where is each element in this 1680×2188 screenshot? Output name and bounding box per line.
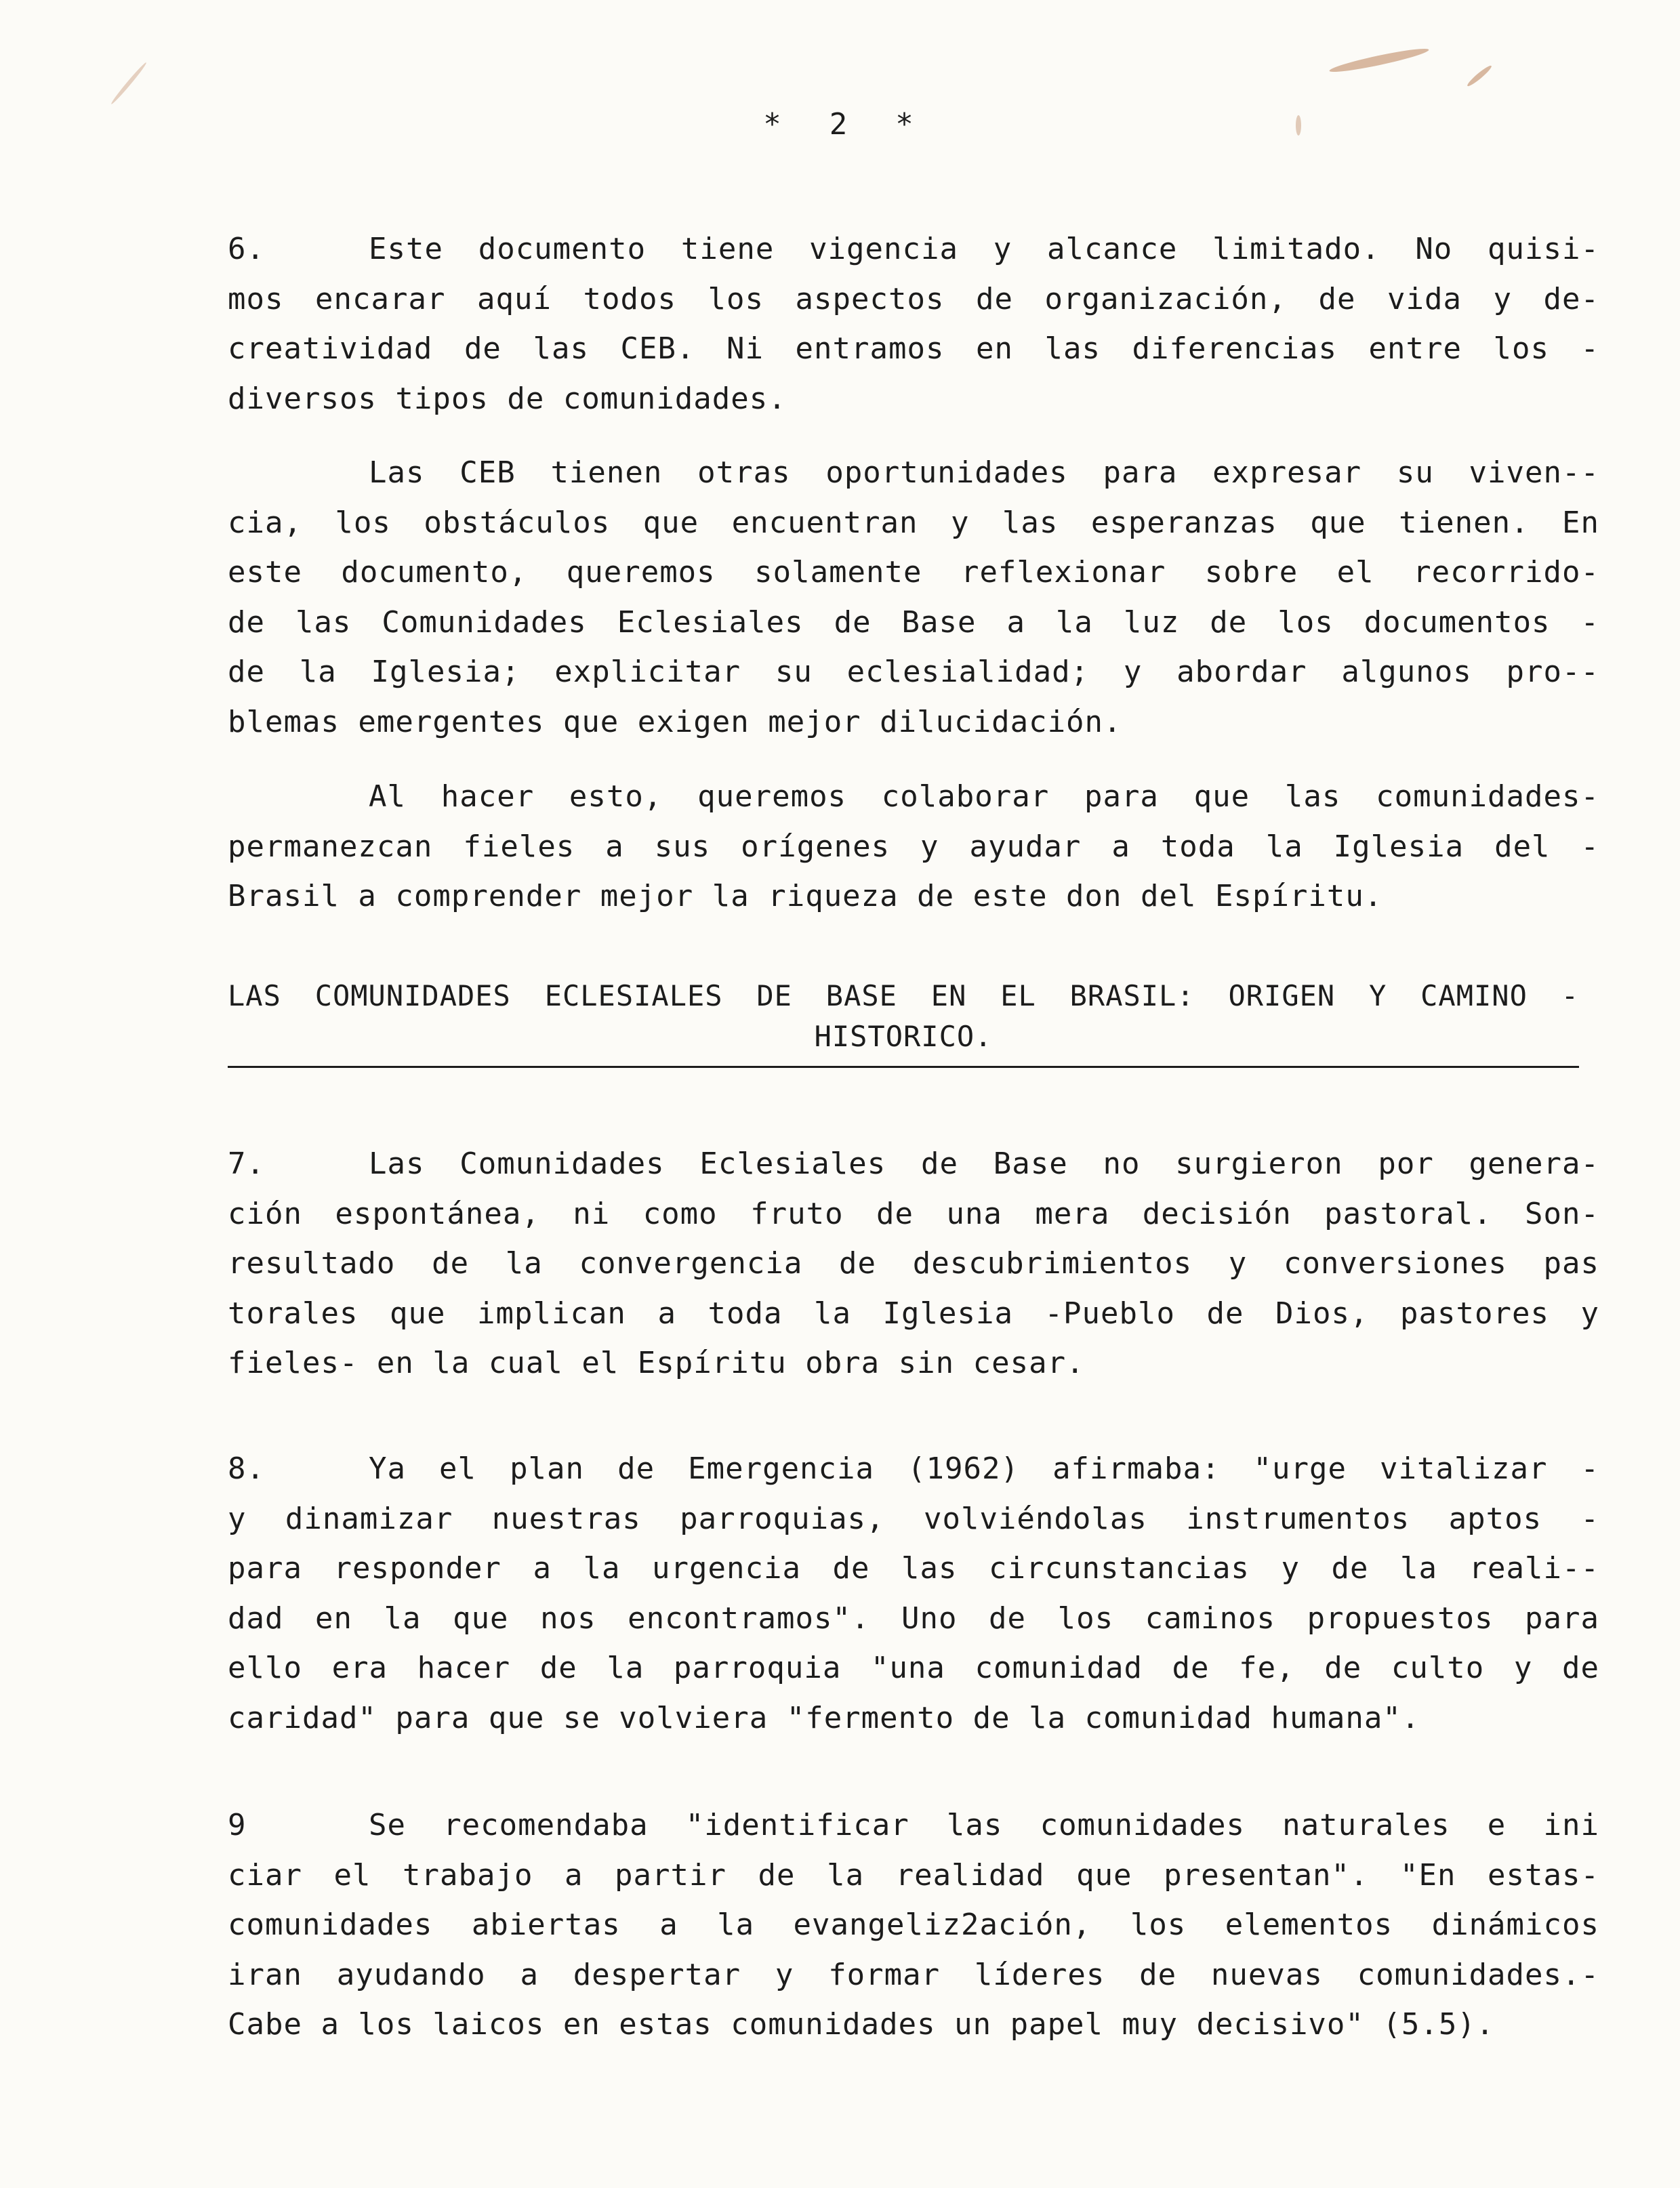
- text-line: cia, los obstáculos que encuentran y las esperanzas que tienen. En: [228, 505, 1599, 540]
- text-line: Cabe a los laicos en estas comunidades un papel muy decisivo" (5.5).: [228, 2007, 1495, 2042]
- paper-stain-mid-right: [1296, 115, 1301, 136]
- line-text: Las Comunidades Eclesiales de Base no surgieron por genera-: [369, 1147, 1599, 1181]
- line-text: Se recomendaba "identificar las comunidades naturales e ini: [369, 1808, 1599, 1842]
- text-line: [228, 1139, 1599, 1189]
- text-line: mos encarar aquí todos los aspectos de organización, de vida y de-: [228, 281, 1599, 316]
- paper-stain-top-left: [110, 61, 148, 105]
- paragraph-7: [228, 1139, 1599, 1388]
- paragraph-8: [228, 1444, 1599, 1743]
- text-line: dad en la que nos encontramos". Uno de los caminos propuestos para: [228, 1601, 1599, 1636]
- text-line: Brasil a comprender mejor la riqueza de este don del Espíritu.: [228, 879, 1383, 913]
- text-line: ciar el trabajo a partir de la realidad que presentan". "En estas-: [228, 1857, 1599, 1893]
- paragraph-number: 8.: [228, 1451, 265, 1486]
- paper-stain-top-right: [1328, 45, 1430, 76]
- text-line: Las CEB tienen otras oportunidades para expresar su viven--: [369, 455, 1599, 490]
- paper-stain-top-right-small: [1466, 64, 1493, 88]
- paragraph-9: [228, 1800, 1599, 2050]
- text-line: diversos tipos de comunidades.: [228, 381, 787, 416]
- heading-line: HISTORICO.: [814, 1020, 993, 1053]
- paragraph-6: [228, 224, 1599, 424]
- line-text: Ya el plan de Emergencia (1962) afirmaba: "urge vitalizar -: [369, 1451, 1599, 1486]
- text-line: blemas emergentes que exigen mejor dilucidación.: [228, 704, 1122, 739]
- text-line: [228, 1444, 1599, 1494]
- text-line: permanezcan fieles a sus orígenes y ayudar a toda la Iglesia del -: [228, 829, 1599, 864]
- text-line: caridad" para que se volviera "fermento de la comunidad humana".: [228, 1700, 1420, 1735]
- text-line: iran ayudando a despertar y formar líderes de nuevas comunidades.-: [228, 1957, 1599, 1992]
- text-line: resultado de la convergencia de descubrimientos y conversiones pas: [228, 1246, 1599, 1281]
- heading-line: LAS COMUNIDADES ECLESIALES DE BASE EN EL BRASIL: ORIGEN Y CAMINO -: [228, 979, 1579, 1012]
- text-line: de las Comunidades Eclesiales de Base a la luz de los documentos -: [228, 604, 1599, 640]
- text-line: para responder a la urgencia de las circunstancias y de la reali--: [228, 1551, 1599, 1586]
- line-text: Este documento tiene vigencia y alcance limitado. No quisi-: [369, 232, 1599, 266]
- text-line: ción espontánea, ni como fruto de una mera decisión pastoral. Son-: [228, 1196, 1599, 1231]
- paragraph-number: 6.: [228, 232, 265, 266]
- paragraph-6-continued: [228, 448, 1599, 747]
- section-heading: [228, 976, 1579, 1057]
- text-line: [228, 224, 1599, 274]
- text-line: [228, 1800, 1599, 1851]
- text-line: Al hacer esto, queremos colaborar para que las comunidades-: [369, 779, 1599, 814]
- text-line: fieles- en la cual el Espíritu obra sin cesar.: [228, 1346, 1085, 1380]
- text-line: este documento, queremos solamente reflexionar sobre el recorrido-: [228, 555, 1599, 590]
- paragraph-number: 9: [228, 1808, 247, 1842]
- heading-underline: [228, 1066, 1579, 1068]
- text-line: de la Iglesia; explicitar su eclesialidad; y abordar algunos pro--: [228, 655, 1599, 689]
- text-line: creatividad de las CEB. Ni entramos en las diferencias entre los -: [228, 331, 1599, 366]
- text-line: torales que implican a toda la Iglesia -Pueblo de Dios, pastores y: [228, 1296, 1599, 1331]
- paragraph-number: 7.: [228, 1147, 265, 1181]
- text-line: comunidades abiertas a la evangeliz2ación, los elementos dinámicos: [228, 1907, 1599, 1942]
- text-line: y dinamizar nuestras parroquias, volviéndolas instrumentos aptos -: [228, 1501, 1599, 1536]
- paragraph-6-closing: [228, 772, 1599, 922]
- text-line: ello era hacer de la parroquia "una comunidad de fe, de culto y de: [228, 1651, 1599, 1685]
- page-number: * 2 *: [763, 107, 918, 142]
